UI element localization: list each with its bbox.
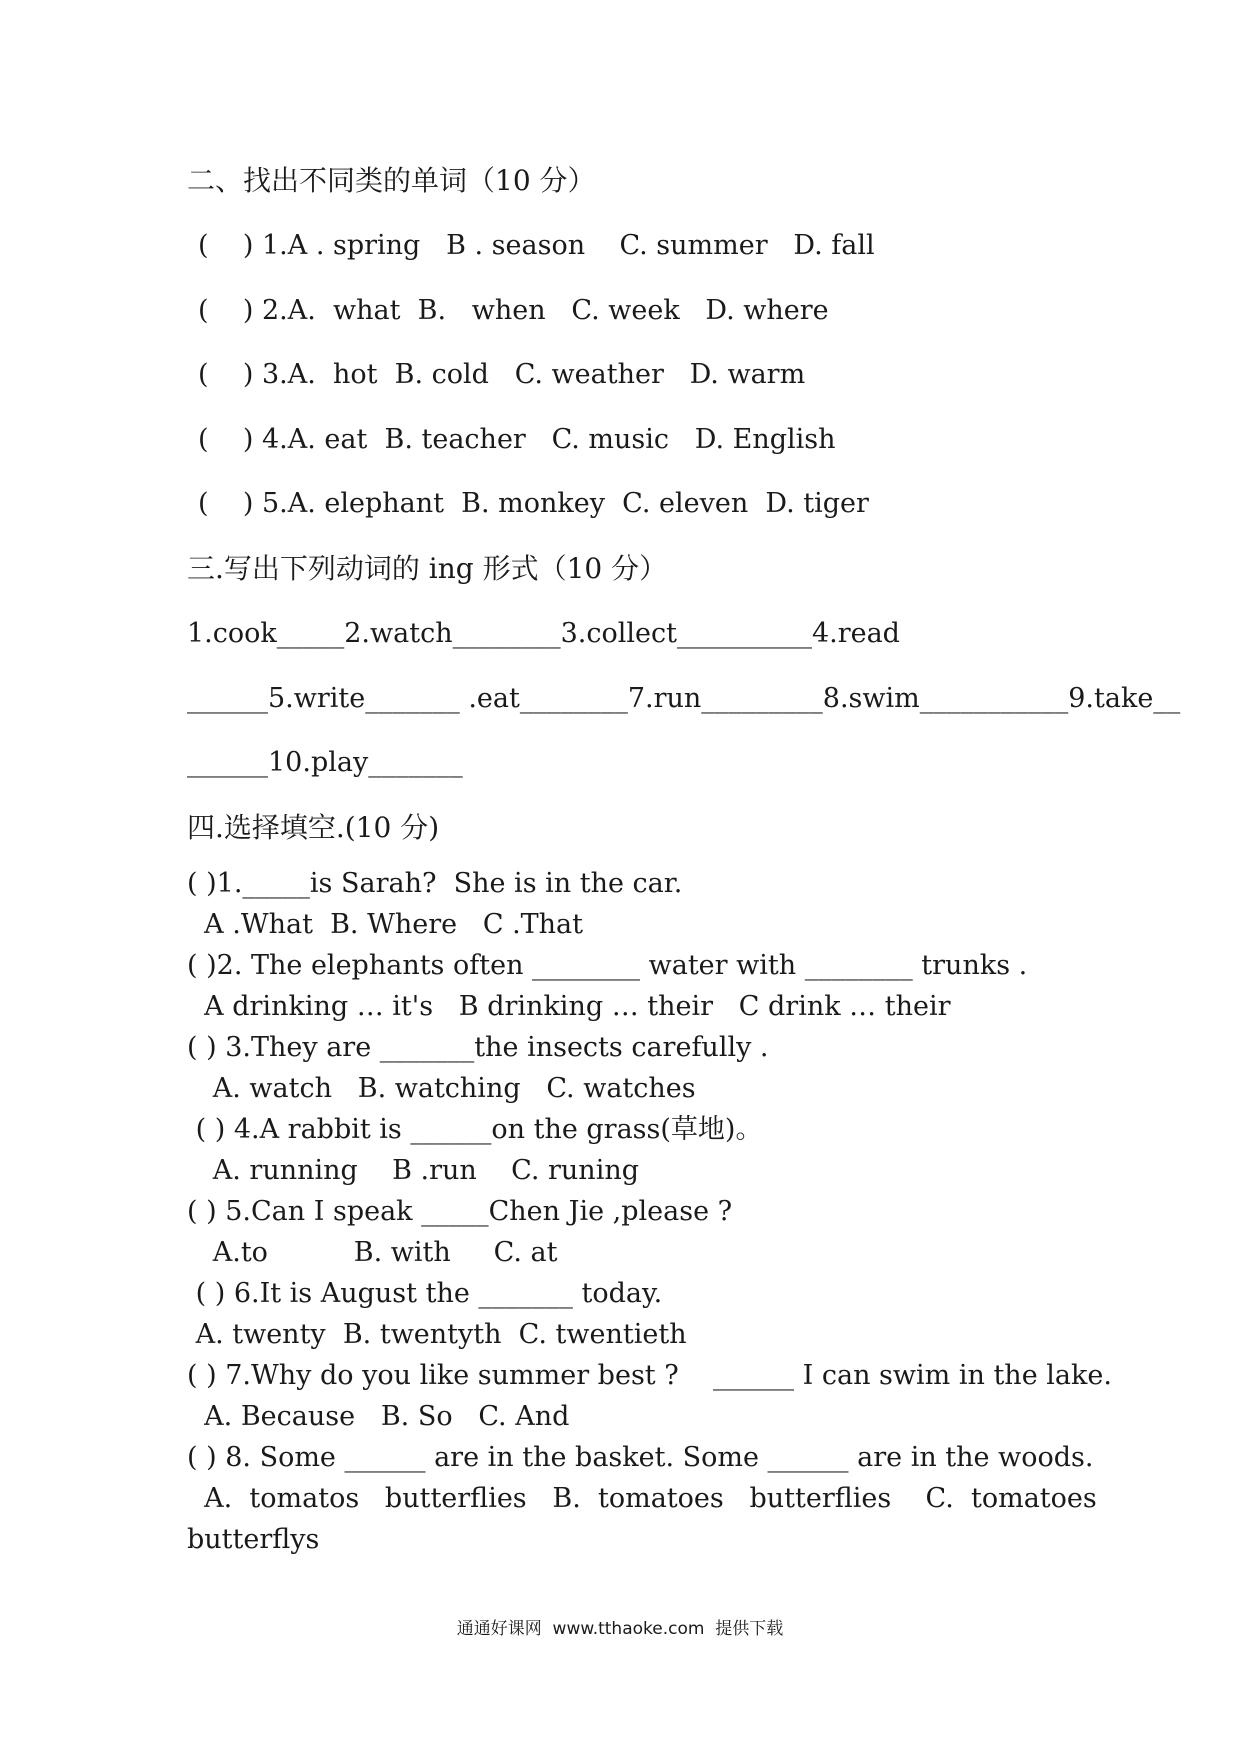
question-line: ( ) 5.Can I speak _____Chen Jie ,please ? [187, 1196, 733, 1227]
question-item: ( ) 5.A. elephant B. monkey C. eleven D. tiger [198, 488, 869, 519]
question-line: ( )1._____is Sarah? She is in the car. [187, 868, 683, 899]
options-line: A. twenty B. twentyth C. twentieth [187, 1319, 687, 1350]
options-line: butterflys [187, 1524, 320, 1555]
question-line: ( ) 3.They are _______the insects carefully . [187, 1032, 769, 1063]
options-line: A drinking … it's B drinking … their C drink … their [187, 991, 951, 1022]
fill-line: ______5.write_______ .eat________7.run_________8.swim___________9.take__ [187, 683, 1181, 714]
question-line: ( )2. The elephants often ________ water with ________ trunks . [187, 950, 1028, 981]
question-item: ( ) 3.A. hot B. cold C. weather D. warm [198, 359, 806, 390]
fill-line: ______10.play_______ [187, 747, 463, 778]
fill-line: 1.cook_____2.watch________3.collect__________4.read [187, 618, 900, 649]
options-line: A.to B. with C. at [187, 1237, 558, 1268]
question-line: ( ) 8. Some ______ are in the basket. Some ______ are in the woods. [187, 1442, 1094, 1473]
question-line: ( ) 7.Why do you like summer best ? ______ I can swim in the lake. [187, 1360, 1112, 1391]
section-3-title: 三.写出下列动词的 ing 形式（10 分） [187, 552, 668, 585]
question-item: ( ) 2.A. what B. when C. week D. where [198, 295, 829, 326]
question-item: ( ) 1.A . spring B . season C. summer D. fall [198, 230, 875, 261]
options-line: A .What B. Where C .That [187, 909, 584, 940]
options-line: A. tomatos butterflies B. tomatoes butterflies C. tomatoes [187, 1483, 1097, 1514]
question-line: ( ) 4.A rabbit is ______on the grass(草地)。 [187, 1114, 763, 1145]
options-line: A. Because B. So C. And [187, 1401, 570, 1432]
section-4-title: 四.选择填空.(10 分) [187, 811, 440, 844]
question-item: ( ) 4.A. eat B. teacher C. music D. English [198, 424, 836, 455]
question-line: ( ) 6.It is August the _______ today. [187, 1278, 663, 1309]
footer-credit: 通通好课网 www.tthaoke.com 提供下载 [456, 1619, 784, 1639]
options-line: A. watch B. watching C. watches [187, 1073, 696, 1104]
section-2-title: 二、找出不同类的单词（10 分） [187, 164, 596, 197]
options-line: A. running B .run C. runing [187, 1155, 639, 1186]
